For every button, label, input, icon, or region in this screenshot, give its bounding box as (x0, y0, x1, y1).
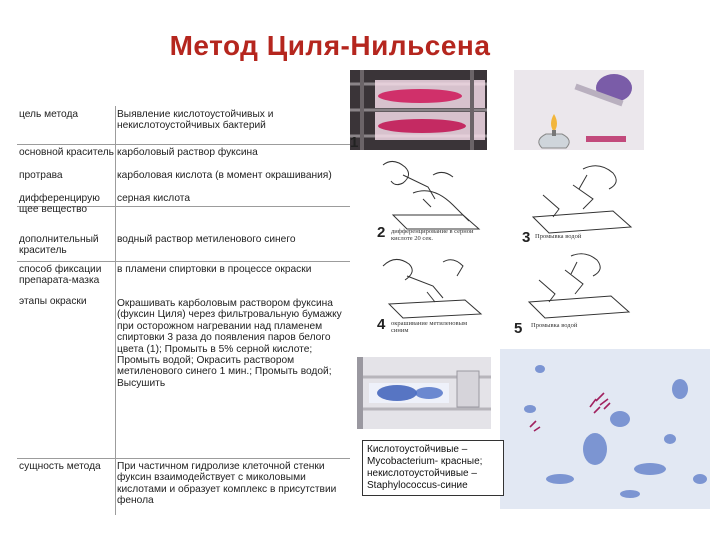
row-label: основной краситель (19, 147, 114, 158)
page-title: Метод Циля-Нильсена (169, 30, 491, 61)
row-label: сущность метода (19, 461, 101, 472)
row-value: водный раствор метиленового синего (117, 234, 296, 245)
row-value: Окрашивать карболовым раствором фуксина (фуксин Циля) через фильтровальную бумажку при осторожном нагревании над пламенем спиртовки 3 раза до появления паров белого цвета (1); Промыть в 5% серной кислоте; Промыть водой; Окрасить раствором метиленового синего 1 мин.; Промыть водой; Высушить (117, 298, 342, 389)
row-label: цель метода (19, 109, 79, 120)
step3-drawing (513, 155, 641, 245)
step-number: 5 (514, 320, 523, 337)
method-table (17, 106, 350, 515)
row-value: в пламени спиртовки в процессе окраски (117, 264, 312, 275)
row-value: карболовый раствор фуксина (117, 147, 258, 158)
methylene-blue-slides-photo (357, 357, 491, 429)
table-row (17, 231, 350, 262)
row-label: дополнительный краситель (19, 234, 99, 257)
step-caption: окрашивание метиленовым синим (391, 320, 468, 334)
row-value: серная кислота (117, 193, 191, 204)
step-number: 3 (522, 229, 531, 246)
step-number: 2 (377, 224, 386, 241)
step-number: 1 (350, 134, 359, 151)
flame-heating-photo (514, 70, 644, 150)
row-value: карболовая кислота (в момент окрашивания) (117, 170, 332, 181)
row-label: дифференцирую щее вещество (19, 193, 100, 216)
stained-slides-photo (350, 70, 487, 150)
row-label: этапы окраски (19, 296, 87, 307)
table-row (17, 144, 350, 216)
step-caption: дифференцирование в серной кислоте 20 сек. (391, 228, 474, 242)
row-value: Выявление кислотоустойчивых и некислотоустойчивых бактерий (117, 109, 274, 132)
table-row (17, 106, 350, 145)
row-label: способ фиксации препарата-мазка (19, 264, 102, 287)
table-row (17, 261, 350, 459)
micrograph-photo (500, 349, 710, 509)
row-label: протрава (19, 170, 63, 181)
step-number: 4 (377, 316, 386, 333)
step-caption: Промывка водой (531, 322, 578, 329)
step-caption: Промывка водой (535, 233, 582, 240)
result-caption-box: Кислотоустойчивые – Mycobacterium- красные; некислотоустойчивые – Staphylococcus-синие (362, 440, 504, 496)
table-row (17, 458, 350, 515)
row-value: При частичном гидролизе клеточной стенки фуксин взаимодействует с миколовыми кислотами и образует комплекс в присутствии фенола (117, 461, 337, 507)
